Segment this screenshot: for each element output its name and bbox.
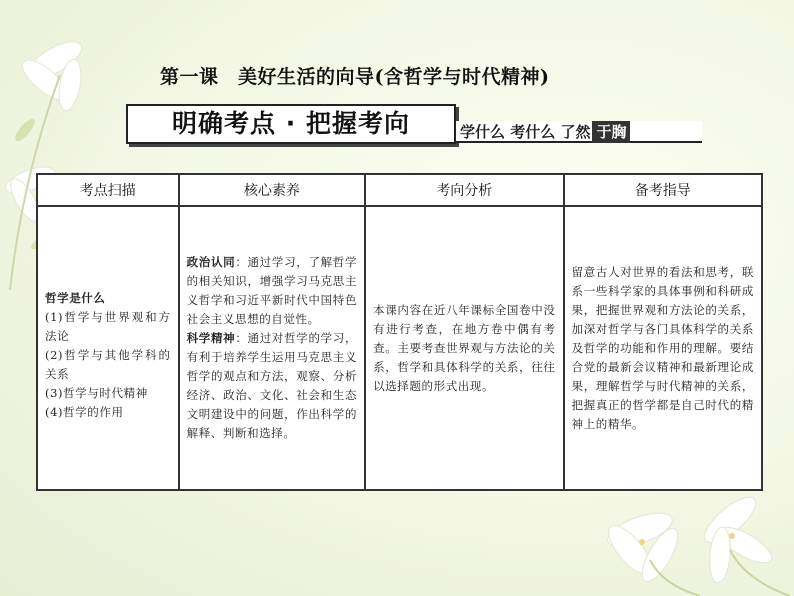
literacy-text-science: ：通过对哲学的学习，有利于培养学生运用马克思主义哲学的观点和方法，观察、分析经济、政治、文化、社会和生态文明建设中的问题，作出科学的解释、判断和选择。 — [186, 331, 358, 440]
table-header-row — [37, 174, 762, 206]
page-title: 第一课 美好生活的向导(含哲学与时代精神) — [160, 66, 550, 88]
scan-heading: 哲学是什么 — [45, 290, 106, 305]
scan-item: (2)哲学与其他学科的关系 — [45, 347, 171, 381]
header-literacy: 核心素养 — [179, 174, 365, 206]
exam-points-table — [36, 173, 763, 491]
slogan-text: 学什么 考什么 了然 — [460, 123, 591, 141]
literacy-cell — [179, 206, 365, 490]
literacy-label-science: 科学精神 — [186, 331, 236, 345]
header-analysis: 考向分析 — [365, 174, 563, 206]
guidance-cell — [564, 206, 762, 490]
scan-item: (3)哲学与时代精神 — [45, 385, 148, 400]
analysis-cell — [365, 206, 563, 490]
header-scan: 考点扫描 — [37, 174, 179, 206]
slogan-boxed-text: 于胸 — [592, 121, 630, 143]
section-banner: 明确考点 · 把握考向 — [126, 104, 456, 144]
analysis-text: 本课内容在近八年课标全国卷中没有进行考查，在地方卷中偶有考查。主要考查世界观与方法论的关系，哲学和具体科学的关系，往往以选择题的形式出现。 — [373, 302, 556, 393]
scan-item: (1)哲学与世界观和方法论 — [45, 309, 171, 343]
scan-item: (4)哲学的作用 — [45, 404, 124, 419]
guidance-text: 留意古人对世界的看法和思考，联系一些科学家的具体事例和科研成果，把握世界观和方法论的关系，加深对哲学与各门具体科学的关系及哲学的功能和作用的理解。要结合党的最新会议精神和最新理论成果，理解哲学与时代精神的关系，把握真正的哲学都是自己时代的精神上的精华。 — [571, 264, 754, 431]
banner-slogan — [456, 121, 702, 143]
literacy-text-political: ：通过学习，了解哲学的相关知识，增强学习马克思主义哲学和习近平新时代中国特色社会主义思想的自觉性。 — [186, 255, 358, 326]
header-guidance: 备考指导 — [564, 174, 762, 206]
scan-cell — [37, 206, 179, 490]
table-row — [37, 206, 762, 490]
literacy-label-political: 政治认同 — [186, 255, 236, 269]
